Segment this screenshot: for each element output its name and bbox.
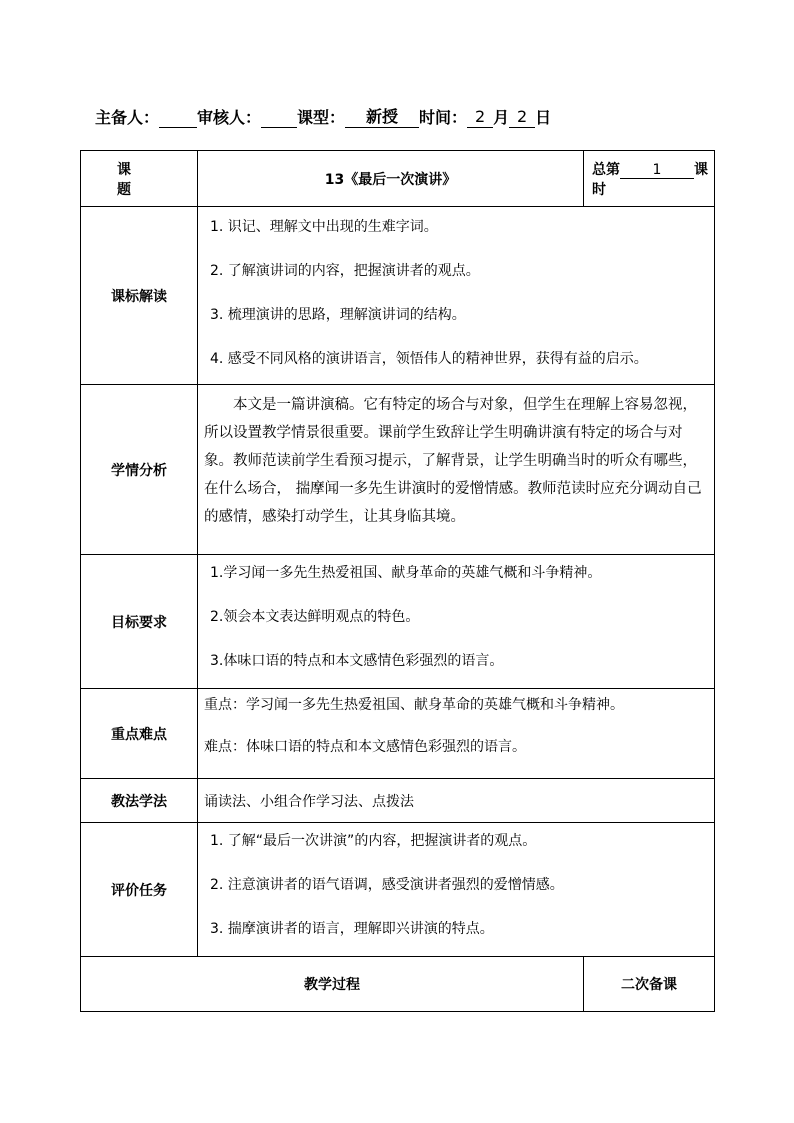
standards-item: 1. 识记、理解文中出现的生难字词。	[210, 219, 438, 235]
evaluation-label: 评价任务	[81, 823, 198, 957]
goals-label: 目标要求	[81, 555, 198, 689]
footer-row	[81, 957, 715, 1012]
goal-item: 3.体味口语的特点和本文感情色彩强烈的语言。	[210, 653, 504, 669]
teaching-process-label: 教学过程	[81, 957, 584, 1012]
total-suffix: 课时	[592, 161, 709, 198]
lesson-type-label: 课型：	[297, 108, 346, 127]
evaluation-item: 3. 揣摩演讲者的语言，理解即兴讲演的特点。	[210, 921, 494, 937]
lesson-title: 13《最后一次演讲》	[198, 151, 584, 207]
analysis-content	[198, 385, 715, 555]
evaluation-content	[198, 823, 715, 957]
key-points-content	[198, 689, 715, 779]
goal-item: 1.学习闻一多先生热爱祖国、献身革命的英雄气概和斗争精神。	[210, 565, 602, 581]
day-unit: 日	[535, 108, 552, 127]
total-period-cell	[584, 151, 715, 207]
lesson-type-field[interactable]: 新授	[345, 107, 419, 128]
difficulty-text: 难点：体味口语的特点和本文感情色彩强烈的语言。	[204, 739, 526, 755]
key-points-label: 重点难点	[81, 689, 198, 779]
lesson-plan-table	[80, 150, 715, 1012]
standards-item: 4. 感受不同风格的演讲语言，领悟伟人的精神世界，获得有益的启示。	[210, 351, 648, 367]
standards-content	[198, 207, 715, 385]
standards-label: 课标解读	[81, 207, 198, 385]
month-unit: 月	[493, 108, 510, 127]
standards-item: 3. 梳理演讲的思路，理解演讲词的结构。	[210, 307, 466, 323]
preparer-label: 主备人：	[95, 108, 160, 127]
analysis-label: 学情分析	[81, 385, 198, 555]
total-period-field[interactable]: 1	[620, 162, 694, 179]
time-label: 时间：	[419, 108, 468, 127]
topic-label: 课 题	[117, 161, 161, 198]
second-prep-label: 二次备课	[584, 957, 715, 1012]
document-header	[95, 104, 551, 128]
standards-item: 2. 了解演讲词的内容，把握演讲者的观点。	[210, 263, 480, 279]
evaluation-item: 1. 了解“最后一次讲演”的内容，把握演讲者的观点。	[210, 833, 537, 849]
methods-row	[81, 779, 715, 823]
topic-row	[81, 151, 715, 207]
evaluation-row	[81, 823, 715, 957]
key-points-row	[81, 689, 715, 779]
standards-row	[81, 207, 715, 385]
reviewer-label: 审核人：	[197, 108, 262, 127]
focus-text: 重点：学习闻一多先生热爱祖国、献身革命的英雄气概和斗争精神。	[204, 697, 624, 713]
day-field[interactable]: 2	[509, 107, 535, 128]
month-field[interactable]: 2	[467, 107, 493, 128]
reviewer-field[interactable]	[261, 107, 297, 128]
goals-content	[198, 555, 715, 689]
preparer-field[interactable]	[159, 107, 197, 128]
analysis-text: 本文是一篇讲演稿。它有特定的场合与对象，但学生在理解上容易忽视，所以设置教学情景很重要。课前学生致辞让学生明确讲演有特定的场合与对象。教师范读前学生看预习提示，了解背景，让学生明确当时的听众有哪些，在什么场合， 揣摩闻一多先生讲演时的爱憎情感。教师范读时应充分调动自己的感情，感染打动学生，让其身临其境。	[204, 397, 702, 525]
methods-label: 教法学法	[81, 779, 198, 823]
goals-row	[81, 555, 715, 689]
analysis-row	[81, 385, 715, 555]
methods-text: 诵读法、小组合作学习法、点拨法	[198, 779, 715, 823]
total-prefix: 总第	[592, 161, 621, 178]
topic-label-cell	[81, 151, 198, 207]
goal-item: 2.领会本文表达鲜明观点的特色。	[210, 609, 420, 625]
evaluation-item: 2. 注意演讲者的语气语调，感受演讲者强烈的爱憎情感。	[210, 877, 564, 893]
